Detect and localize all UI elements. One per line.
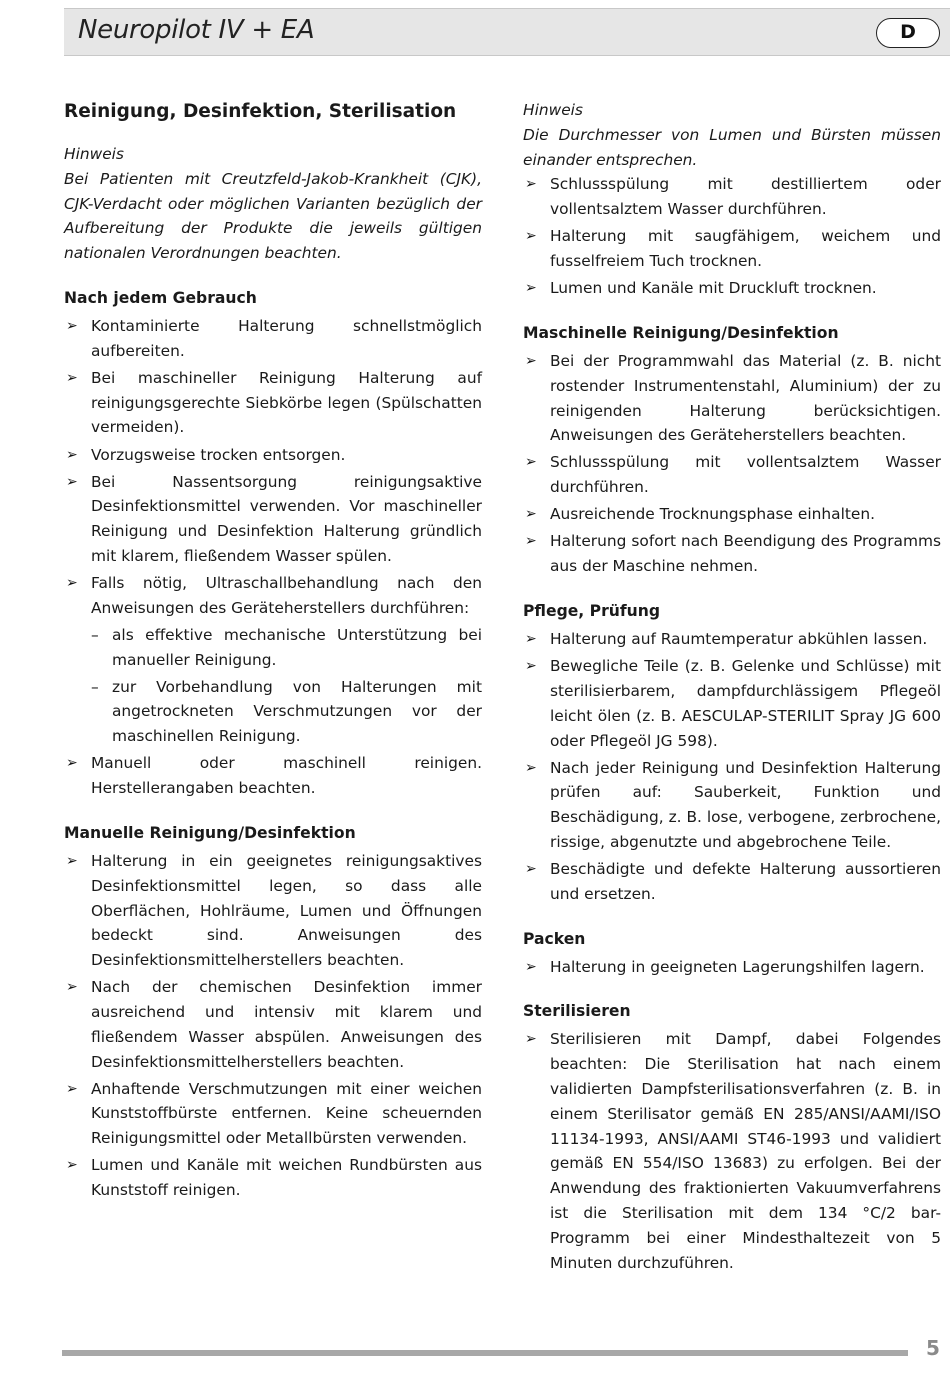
note-label: Hinweis: [64, 145, 124, 163]
list-item: ➢ Schlussspülung mit destilliertem oder vollentsalztem Wasser durchführen.: [523, 172, 941, 222]
page-number: 5: [926, 1336, 940, 1360]
list-item: ➢ Halterung mit saugfähigem, weichem und fusselfreiem Tuch trocknen.: [523, 224, 941, 274]
footer-divider: [62, 1350, 908, 1356]
list-item: ➢ Sterilisieren mit Dampf, dabei Folgendes beachten: Die Sterilisation hat nach einem validierten Dampfsterilisationsverfahren (z. B. in einem Sterilisator gemäß EN 285/ANSI/AAMI/ISO 11134-1993, ANSI/AAMI ST46-1993 und validiert gemäß EN 554/ISO 13683) zu erfolgen. Bei der Anwendung des fraktionierten Vakuumverfahrens ist die Sterilisation mit dem 134 °C/2 bar-Programm bei einer Mindesthaltezeit von 5 Minuten durchzuführen.: [523, 1027, 941, 1275]
list-item: ➢ Bewegliche Teile (z. B. Gelenke und Schlüsse) mit sterilisierbarem, dampfdurchlässigem Pflegeöl leicht ölen (z. B. AESCULAP-STERILIT Spray JG 600 oder Pflegeöl JG 598).: [523, 654, 941, 753]
list-item: ➢ Lumen und Kanäle mit Druckluft trocknen.: [523, 276, 941, 301]
arrowhead-right-icon: ➢: [525, 759, 537, 776]
list-sterilize: [523, 1027, 941, 1275]
heading-care-inspection: Pflege, Prüfung: [523, 602, 661, 621]
list-item: ➢ Halterung sofort nach Beendigung des Programms aus der Maschine nehmen.: [523, 529, 941, 579]
list-item: ➢ Halterung in ein geeignetes reinigungsaktives Desinfektionsmittel legen, so dass alle Oberflächen, Hohlräume, Lumen und Öffnungen bedeckt sind. Anweisungen des Desinfektionsmittelherstellers beachten.: [64, 849, 482, 973]
arrowhead-right-icon: ➢: [66, 1080, 78, 1097]
heading-machine-cleaning: Maschinelle Reinigung/Desinfektion: [523, 323, 839, 342]
heading-sterilize: Sterilisieren: [523, 1002, 631, 1021]
arrowhead-right-icon: ➢: [66, 473, 78, 490]
arrowhead-right-icon: ➢: [66, 852, 78, 869]
arrowhead-right-icon: ➢: [525, 352, 537, 369]
list-item: ➢ Bei maschineller Reinigung Halterung auf reinigungsgerechte Siebkörbe legen (Spülschatten vermeiden).: [64, 366, 482, 440]
arrowhead-right-icon: ➢: [66, 979, 78, 996]
arrowhead-right-icon: ➢: [525, 861, 537, 878]
sublist-ultrasound: [91, 623, 482, 749]
note-brushes: [523, 98, 941, 172]
left-column: [64, 98, 482, 1205]
arrowhead-right-icon: ➢: [66, 1157, 78, 1174]
list-item: ➢ Nach jeder Reinigung und Desinfektion Halterung prüfen auf: Sauberkeit, Funktion und Beschädigung, z. B. lose, verbogene, zerbrochene, rissige, abgenutzte und abgebrochene Teile.: [523, 756, 941, 855]
arrowhead-right-icon: ➢: [525, 176, 537, 193]
arrowhead-right-icon: ➢: [525, 506, 537, 523]
arrowhead-right-icon: ➢: [66, 446, 78, 463]
list-item: ➢ Vorzugsweise trocken entsorgen.: [64, 443, 482, 468]
note-cjk: [64, 142, 482, 266]
heading-packing: Packen: [523, 929, 586, 948]
sub-list-item: – als effektive mechanische Unterstützung bei manueller Reinigung.: [91, 623, 482, 673]
list-item: ➢ Anhaftende Verschmutzungen mit einer weichen Kunststoffbürste entfernen. Keine scheuernden Reinigungsmittel oder Metallbürsten verwenden.: [64, 1077, 482, 1151]
right-column: [523, 98, 941, 1278]
list-item: ➢ Manuell oder maschinell reinigen. Herstellerangaben beachten.: [64, 751, 482, 801]
arrowhead-right-icon: ➢: [525, 533, 537, 550]
arrowhead-right-icon: ➢: [66, 575, 78, 592]
document-title: Neuropilot IV + EA: [78, 15, 315, 45]
list-item: ➢ Halterung auf Raumtemperatur abkühlen lassen.: [523, 627, 941, 652]
arrowhead-right-icon: ➢: [66, 369, 78, 386]
arrowhead-right-icon: ➢: [66, 755, 78, 772]
list-item: ➢ Falls nötig, Ultraschallbehandlung nach den Anweisungen des Geräteherstellers durchführen: – als effektive mechanische Unterstützung bei manueller Reinigung. – zur Vorbehandlung von Halterungen mit angetrockneten Verschmutzungen vor der maschinellen Reinigung.: [64, 571, 482, 749]
arrowhead-right-icon: ➢: [525, 1031, 537, 1048]
list-item: ➢ Lumen und Kanäle mit weichen Rundbürsten aus Kunststoff reinigen.: [64, 1153, 482, 1203]
list-manual-cleaning-continued: [523, 172, 941, 301]
list-item: ➢ Beschädigte und defekte Halterung aussortieren und ersetzen.: [523, 857, 941, 907]
list-item: ➢ Halterung in geeigneten Lagerungshilfen lagern.: [523, 955, 941, 980]
arrowhead-right-icon: ➢: [525, 280, 537, 297]
dash-icon: –: [91, 677, 99, 696]
list-machine-cleaning: [523, 349, 941, 579]
dash-icon: –: [91, 625, 99, 644]
note-text: Bei Patienten mit Creutzfeld-Jakob-Krankheit (CJK), CJK-Verdacht oder möglichen Varianten bezüglich der Aufbereitung der Produkte die jeweils gültigen nationalen Verordnungen beachten.: [64, 169, 482, 263]
sub-list-item: – zur Vorbehandlung von Halterungen mit angetrockneten Verschmutzungen vor der maschinellen Reinigung.: [91, 675, 482, 749]
arrowhead-right-icon: ➢: [525, 958, 537, 975]
list-item: ➢ Schlussspülung mit vollentsalztem Wasser durchführen.: [523, 450, 941, 500]
list-item: ➢ Nach der chemischen Desinfektion immer ausreichend und intensiv mit klarem und fließendem Wasser abspülen. Anweisungen des Desinfektionsmittelherstellers beachten.: [64, 975, 482, 1074]
list-item: ➢ Bei Nassentsorgung reinigungsaktive Desinfektionsmittel verwenden. Vor maschineller Reinigung und Desinfektion Halterung gründlich mit klarem, fließendem Wasser spülen.: [64, 470, 482, 569]
heading-manual-cleaning: Manuelle Reinigung/Desinfektion: [64, 823, 356, 842]
note-label: Hinweis: [523, 101, 583, 119]
section-title: Reinigung, Desinfektion, Sterilisation: [64, 101, 457, 122]
header-bar: [64, 8, 950, 56]
list-care-inspection: [523, 627, 941, 907]
list-item: ➢ Ausreichende Trocknungsphase einhalten.: [523, 502, 941, 527]
list-packing: [523, 955, 941, 980]
list-after-use: [64, 314, 482, 801]
note-text: Die Durchmesser von Lumen und Bürsten müssen einander entsprechen.: [523, 125, 941, 169]
list-item: ➢ Bei der Programmwahl das Material (z. B. nicht rostender Instrumentenstahl, Aluminium) der zu reinigenden Halterung berücksichtigen. Anweisungen des Geräteherstellers beachten.: [523, 349, 941, 448]
list-manual-cleaning: [64, 849, 482, 1203]
arrowhead-right-icon: ➢: [66, 317, 78, 334]
heading-after-use: Nach jedem Gebrauch: [64, 288, 257, 307]
arrowhead-right-icon: ➢: [525, 454, 537, 471]
arrowhead-right-icon: ➢: [525, 658, 537, 675]
language-badge: D: [876, 18, 940, 48]
arrowhead-right-icon: ➢: [525, 228, 537, 245]
list-item: ➢ Kontaminierte Halterung schnellstmöglich aufbereiten.: [64, 314, 482, 364]
arrowhead-right-icon: ➢: [525, 631, 537, 648]
